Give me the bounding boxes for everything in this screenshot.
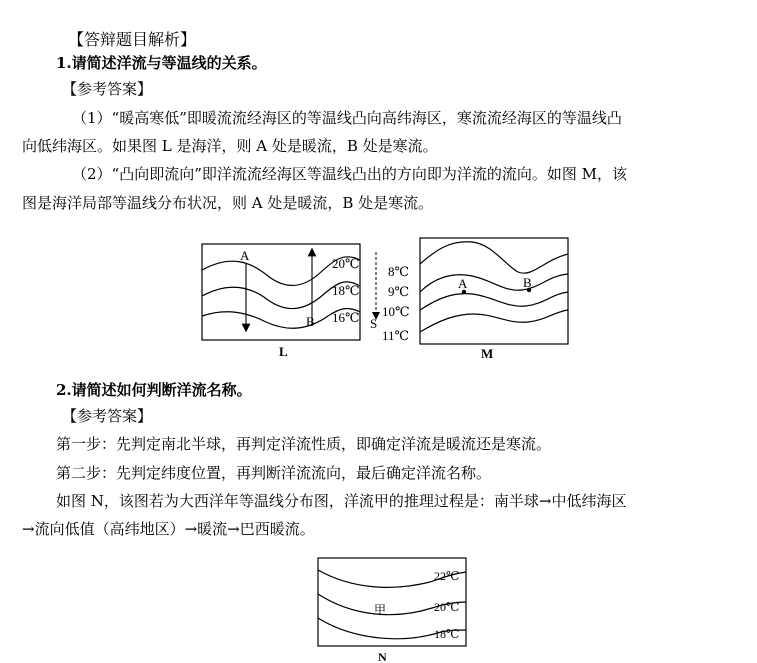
question-1-title: 1.请简述洋流与等温线的关系。 — [56, 54, 267, 72]
figure-l-isotherm-label-3: 16℃ — [332, 310, 360, 325]
figure-m-isotherm-9 — [420, 274, 568, 292]
figure-m-isotherm-8 — [420, 242, 568, 273]
question-2-step-2: 第二步：先判定纬度位置，再判断洋流流向，最后确定洋流名称。 — [56, 464, 492, 482]
figure-l-point-b: B — [306, 314, 315, 329]
figure-n-isotherm-label-3: 18℃ — [434, 627, 460, 641]
question-1-paragraph-1-line-2: 向低纬海区。如果图 L 是海洋，则 A 处是暖流，B 处是寒流。 — [22, 137, 438, 155]
figure-n-isotherm-label-2: 20℃ — [434, 600, 460, 614]
question-1-paragraph-1-line-1: （1）“暖高寒低”即暖流流经海区的等温线凸向高纬海区，寒流流经海区的等温线凸 — [72, 109, 622, 127]
figure-n-isotherm-label-1: 22℃ — [434, 569, 460, 583]
figure-m-isotherm-label-1: 8℃ — [388, 264, 410, 279]
section-header: 【答辩题目解析】 — [68, 30, 197, 49]
question-2-paragraph-3-line-2: →流向低值（高纬地区）→暖流→巴西暖流。 — [22, 520, 315, 538]
question-1-paragraph-2-line-2: 图是海洋局部等温线分布状况，则 A 处是暖流，B 处是寒流。 — [22, 194, 434, 212]
question-2-paragraph-3-line-1: 如图 N，该图若为大西洋年等温线分布图，洋流甲的推理过程是：南半球→中低纬海区 — [56, 492, 627, 510]
figure-m-frame — [420, 238, 568, 344]
figure-m-isotherm-11 — [420, 310, 568, 332]
figure-m-isotherm-10 — [420, 292, 568, 310]
figure-n-current-label: 甲 — [374, 603, 387, 617]
figure-l-isotherm-label-1: 20℃ — [332, 256, 360, 271]
figure-l-south-label: S — [370, 316, 378, 331]
figure-m-point-b: B — [523, 275, 532, 290]
figure-l-isotherm-label-2: 18℃ — [332, 283, 360, 298]
figure-l-point-a: A — [240, 248, 250, 263]
figure-l-isotherm-diagram — [196, 238, 396, 362]
figure-m-isotherm-label-2: 9℃ — [388, 284, 410, 299]
figure-n-caption: N — [378, 650, 387, 663]
figure-m-point-a: A — [458, 276, 468, 291]
question-2-answer-label: 【参考答案】 — [62, 407, 153, 425]
figure-l-caption: L — [279, 344, 288, 359]
figure-m-isotherm-diagram — [380, 230, 580, 364]
figure-m-caption: M — [481, 346, 494, 361]
figure-m-isotherm-label-3: 10℃ — [382, 304, 410, 319]
figure-n-isotherm-diagram — [310, 554, 470, 663]
question-1-paragraph-2-line-1: （2）“凸向即流向”即洋流流经海区等温线凸出的方向即为洋流的流向。如图 M，该 — [72, 165, 628, 183]
figure-m-isotherm-label-4: 11℃ — [382, 328, 410, 343]
question-2-title: 2.请简述如何判断洋流名称。 — [56, 381, 252, 399]
question-2-step-1: 第一步：先判定南北半球，再判定洋流性质，即确定洋流是暖流还是寒流。 — [56, 435, 552, 453]
question-1-answer-label: 【参考答案】 — [62, 80, 153, 98]
